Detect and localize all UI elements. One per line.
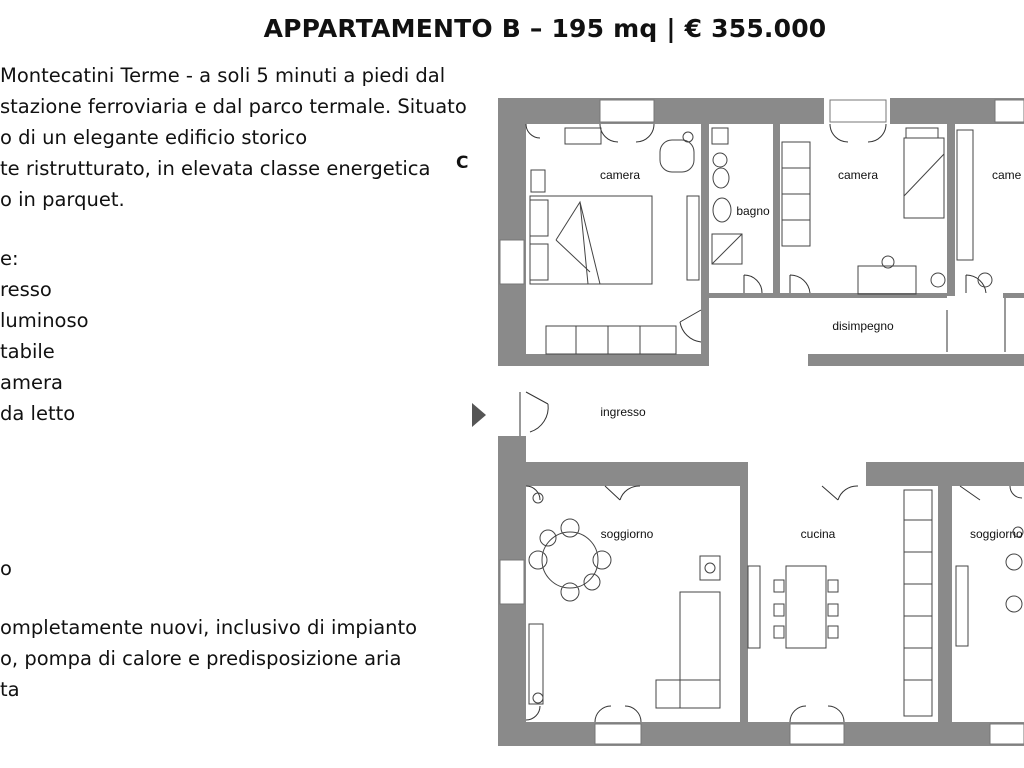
room-label-ingresso: ingresso [600,405,646,419]
systems-line-3: ta [0,678,20,701]
room-label-camera-1: camera [599,168,641,182]
composition-item-2: luminoso [0,309,89,332]
fragment-line: o [0,557,12,580]
entrance-arrow-icon [472,403,486,427]
systems-line-1: ompletamente nuovi, inclusivo di impianto [0,616,418,639]
room-label-camera-3: came [992,168,1022,182]
room-label-soggiorno-2: soggiorno [970,527,1023,541]
page-title: APPARTAMENTO B – 195 mq | € 355.000 [263,14,827,43]
systems-line-2: o, pompa di calore e predisposizione aria [0,647,402,670]
composition-item-4: amera [0,371,63,394]
room-label-soggiorno-1: soggiorno [600,527,654,541]
description-line-4: te ristrutturato, in elevata classe energetica [0,157,431,180]
composition-heading: e: [0,247,19,270]
room-label-camera-2: camera [837,168,879,182]
description-line-2: stazione ferroviaria e dal parco termale. Situato [0,95,467,118]
room-label-bagno: bagno [736,204,770,218]
description-line-5: o in parquet. [0,188,125,211]
energy-class-label: C [456,153,469,173]
walls [498,98,1024,746]
description-line-3: o di un elegante edificio storico [0,126,308,149]
description-line-1: Montecatini Terme - a soli 5 minuti a piedi dal [0,64,446,87]
composition-item-3: tabile [0,340,55,363]
room-label-disimpegno: disimpegno [832,319,894,333]
composition-item-1: resso [0,278,52,301]
composition-item-5: da letto [0,402,76,425]
room-label-cucina: cucina [800,527,836,541]
